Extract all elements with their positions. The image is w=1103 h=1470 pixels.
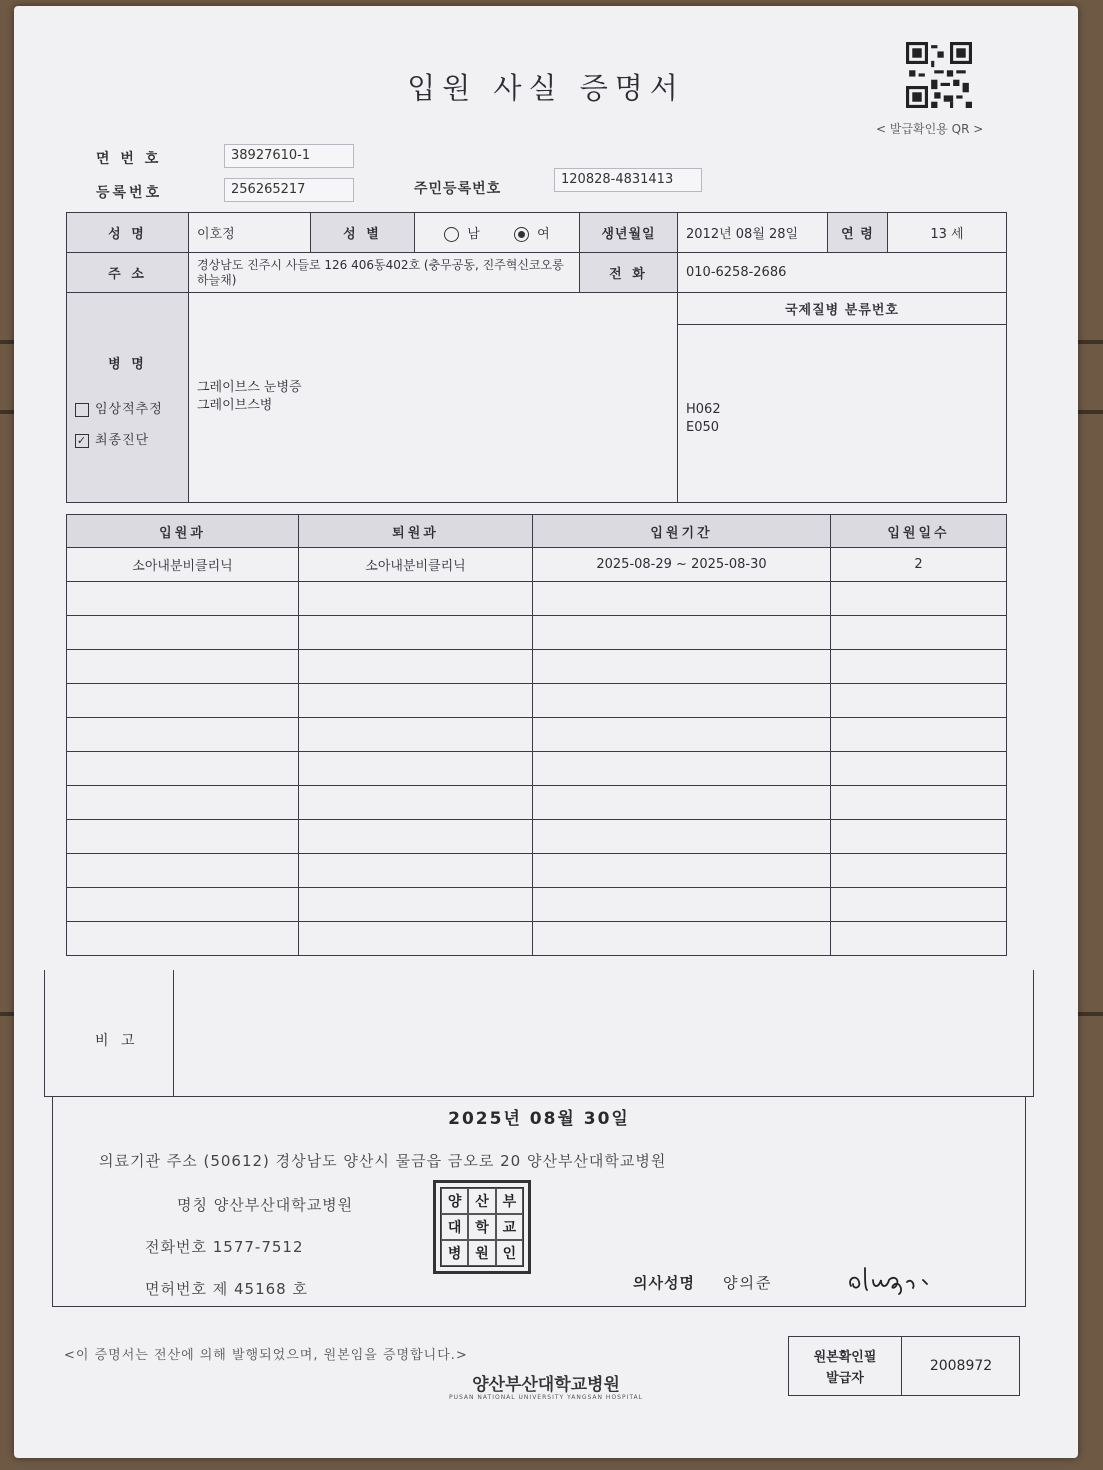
table-row	[67, 684, 1007, 718]
table-row	[67, 888, 1007, 922]
phone-label: 전 화	[580, 253, 678, 293]
sex-female-label: 여	[537, 227, 550, 242]
hospital-address: 의료기관 주소 (50612) 경상남도 양산시 물금읍 금오로 20 양산부산대학교병원	[99, 1152, 667, 1170]
icd-code-2: E050	[686, 420, 720, 435]
authenticity-notice: <이 증명서는 전산에 의해 발행되었으며, 원본임을 증명합니다.>	[64, 1348, 468, 1363]
radio-male	[444, 227, 459, 242]
table-row	[67, 582, 1007, 616]
reg-no-value: 256265217	[224, 178, 354, 202]
table-row	[67, 718, 1007, 752]
dob-label: 생년월일	[580, 213, 678, 253]
col-admit-days: 입원일수	[831, 515, 1007, 548]
resident-no-value: 120828-4831413	[554, 168, 702, 192]
age-value: 13 세	[888, 213, 1007, 253]
issuer-box	[52, 1096, 1026, 1307]
resident-no-label: 주민등록번호	[414, 181, 502, 197]
table-row	[67, 922, 1007, 956]
hospital-logo-english: PUSAN NATIONAL UNIVERSITY YANGSAN HOSPITAL	[448, 1394, 644, 1401]
document-title: 입원 사실 증명서	[407, 71, 685, 105]
hospital-phone: 전화번호 1577-7512	[145, 1238, 304, 1256]
license-no-value: 38927610-1	[224, 144, 354, 168]
table-row	[67, 616, 1007, 650]
address-label: 주 소	[67, 253, 189, 293]
table-row	[67, 820, 1007, 854]
license-number: 면허번호 제 45168 호	[145, 1280, 308, 1298]
clinical-estimate-option: 임상적추정	[75, 398, 180, 417]
remarks-box	[44, 970, 1034, 1097]
table-row	[67, 752, 1007, 786]
table-row	[67, 854, 1007, 888]
sex-options	[415, 213, 580, 253]
diagnosis-label: 병 명	[108, 357, 147, 372]
table-row	[67, 650, 1007, 684]
qr-code-icon	[906, 42, 972, 108]
reg-no-label: 등록번호	[96, 185, 163, 201]
col-discharge-dept: 퇴원과	[299, 515, 533, 548]
diagnosis-name-2: 그레이브스병	[197, 398, 273, 413]
address-value: 경상남도 진주시 사들로 126 406동402호 (충무공동, 진주혁신코오롱하늘채)	[189, 253, 580, 293]
final-diagnosis-option: ✓ 최종진단	[76, 433, 150, 448]
col-admit-dept: 입원과	[67, 515, 299, 548]
doctor-name: 양의준	[723, 1274, 773, 1292]
hospital-name: 명칭 양산부산대학교병원	[177, 1196, 354, 1214]
sex-label: 성 별	[311, 213, 415, 253]
icd-codes-cell	[678, 325, 1007, 503]
doctor-label: 의사성명	[633, 1274, 695, 1292]
diagnosis-names-cell	[189, 293, 678, 503]
doctor-signature-icon	[843, 1258, 953, 1298]
diagnosis-label-cell	[67, 293, 189, 503]
issue-date: 2025년 08월 30일	[448, 1109, 630, 1129]
remarks-label: 비 고	[95, 1033, 139, 1049]
admission-table	[66, 514, 1007, 956]
icd-label: 국제질병 분류번호	[678, 293, 1007, 325]
qr-caption: < 발급확인용 QR >	[876, 122, 984, 136]
hospital-logo: 양산부산대학교병원	[472, 1375, 620, 1395]
patient-info-table	[66, 212, 1007, 503]
remarks-divider	[173, 970, 174, 1096]
radio-female-selected	[514, 227, 529, 242]
age-label: 연 령	[828, 213, 888, 253]
certificate-paper	[14, 6, 1078, 1458]
hospital-seal-stamp: 양 산 부 대 학 교 병 원 인	[433, 1180, 531, 1274]
name-label: 성 명	[67, 213, 189, 253]
issuer-number: 2008972	[929, 1358, 993, 1374]
diagnosis-name-1: 그레이브스 눈병증	[197, 380, 302, 395]
sex-male-label: 남	[467, 227, 480, 242]
clinical-checkbox-icon	[75, 403, 89, 417]
license-no-label: 면 번 호	[96, 151, 162, 167]
table-row	[67, 786, 1007, 820]
phone-value: 010-6258-2686	[678, 253, 1007, 293]
icd-code-1: H062	[686, 402, 721, 417]
issue-label: 원본확인필 발급자	[789, 1337, 902, 1395]
table-row: 소아내분비클리닉 소아내분비클리닉 2025-08-29 ~ 2025-08-30 2	[67, 548, 1007, 582]
name-value: 이호정	[189, 213, 311, 253]
col-admit-period: 입원기간	[533, 515, 831, 548]
issue-verification-box	[788, 1336, 1020, 1396]
dob-value: 2012년 08월 28일	[678, 213, 828, 253]
final-checkbox-checked-icon: ✓	[76, 433, 88, 447]
